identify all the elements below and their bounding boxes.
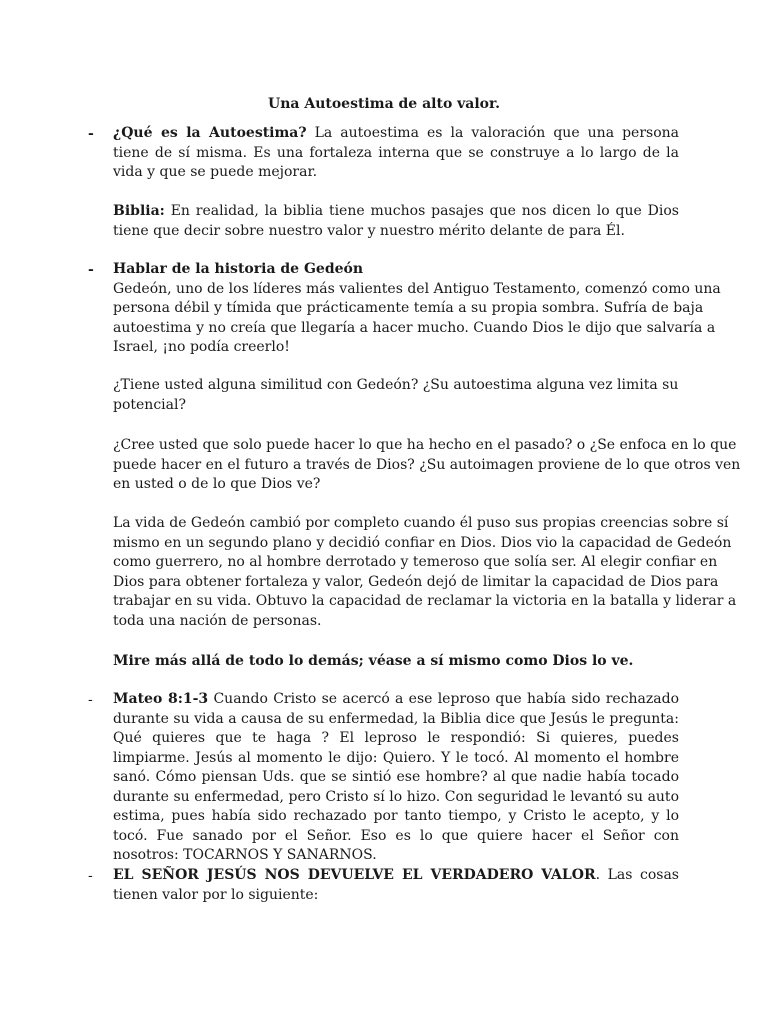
story-line: como guerrero, no al hombre derrotado y temeroso que solía ser. Al elegir confiar en (113, 554, 718, 570)
section-mateo (113, 690, 679, 866)
gedeon-story (113, 514, 737, 631)
bullet-dash: - (88, 126, 94, 142)
bullet-dash: - (88, 868, 93, 884)
gedeon-question-1 (113, 376, 679, 415)
gedeon-emphasis (113, 652, 679, 672)
section-text-valor: . Las cosas tienen valor por lo siguiente: (113, 867, 679, 903)
biblia-paragraph (113, 202, 679, 241)
biblia-text: En realidad, la biblia tiene muchos pasajes que nos dicen lo que Dios tiene que decir sobre nuestro valor y nuestro mérito delante de para Él. (113, 203, 679, 239)
section-text-autoestima: La autoestima es la valoración que una persona tiene de sí misma. Es una fortaleza interna que se construye a lo largo de la vida y que se puede mejorar. (113, 125, 679, 180)
section-verdadero-valor (113, 866, 679, 905)
emphasis-text: Mire más allá de todo lo demás; véase a sí mismo como Dios lo ve. (113, 653, 634, 669)
gedeon-line: Israel, ¡no podía creerlo! (113, 339, 290, 355)
story-line: Dios para obtener fortaleza y valor, Gedeón dejó de limitar la capacidad de Dios para (113, 573, 719, 590)
section-autoestima-definition (113, 124, 679, 183)
gedeon-line: Gedeón, uno de los líderes más valientes del Antiguo Testamento, comenzó como una (113, 280, 721, 297)
bullet-dash: - (88, 692, 93, 708)
section-heading-valor: EL SEÑOR JESÚS NOS DEVUELVE EL VERDADERO VALOR (113, 867, 596, 883)
gedeon-question-2 (113, 436, 741, 495)
section-gedeon (113, 260, 721, 358)
biblia-label: Biblia: (113, 203, 165, 219)
story-line: La vida de Gedeón cambió por completo cuando él puso sus propias creencias sobre sí (113, 515, 729, 531)
mateo-reference: Mateo 8:1-3 (113, 691, 209, 707)
section-heading-autoestima: ¿Qué es la Autoestima? (113, 125, 307, 141)
question-line: ¿Cree usted que solo puede hacer lo que ha hecho en el pasado? o ¿Se enfoca en lo que (113, 437, 737, 453)
document-title: Una Autoestima de alto valor. (268, 96, 500, 112)
question-line: ¿Tiene usted alguna similitud con Gedeón? ¿Su autoestima alguna vez limita su (113, 377, 679, 393)
gedeon-line: autoestima y no creía que llegaría a hacer mucho. Cuando Dios le dijo que salvaría a (113, 319, 716, 336)
gedeon-line: persona débil y tímida que prácticamente temía a su propia sombra. Sufría de baja (113, 300, 704, 316)
question-line: puede hacer en el futuro a través de Dios? ¿Su autoimagen proviene de lo que otros ven (113, 456, 741, 473)
story-line: trabajar en su vida. Obtuvo la capacidad de reclamar la victoria en la batalla y liderar a (113, 593, 737, 609)
story-line: toda una nación de personas. (113, 612, 322, 629)
question-line: potencial? (113, 396, 186, 413)
bullet-dash: - (88, 262, 94, 278)
question-line: en usted o de lo que Dios ve? (113, 476, 321, 492)
mateo-text: Cuando Cristo se acercó a ese leproso que había sido rechazado durante su vida a causa de su enfermedad, la Biblia dice que Jesús le pregunta: Qué quieres que te haga ? El leproso le respondió: Si quieres, puedes limpiarme. Jesús al momento le dijo: Quiero. Y le tocó. Al momento el hombre sanó. Cómo piensan Uds. que se sintió ese hombre? al que nadie había tocado durante su enfermedad, pero Cristo sí lo hizo. Con seguridad le levantó su auto estima, pues había sido rechazado por tanto tiempo, y Cristo le acepto, y lo tocó. Fue sanado por el Señor. Eso es lo que quiere hacer el Señor con nosotros: TOCARNOS Y SANARNOS. (113, 691, 680, 863)
story-line: mismo en un segundo plano y decidió confiar en Dios. Dios vio la capacidad de Gedeón (113, 534, 732, 551)
section-heading-gedeon: Hablar de la historia de Gedeón (113, 261, 364, 277)
